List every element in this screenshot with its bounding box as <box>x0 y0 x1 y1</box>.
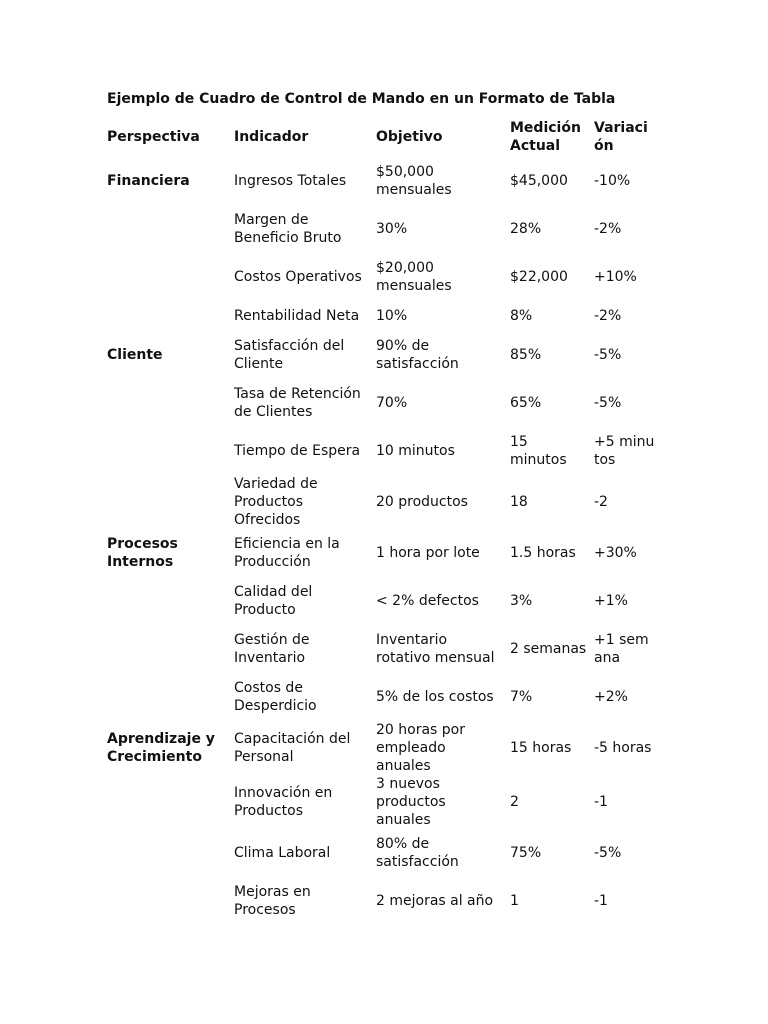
header-medicion-actual: Medición Actual <box>510 120 581 154</box>
table-row <box>104 775 659 829</box>
cell-variacion: -5% <box>594 347 622 363</box>
cell-variacion: +10% <box>594 269 637 285</box>
cell-indicador: Ingresos Totales <box>234 173 347 189</box>
cell-perspectiva <box>104 577 231 625</box>
cell-objetivo: 2 mejoras al año <box>376 893 494 909</box>
table-row <box>104 673 659 721</box>
cell-medicion-actual: $45,000 <box>510 173 568 189</box>
table-row <box>104 625 659 673</box>
table-row <box>104 721 659 775</box>
cell-indicador: Tiempo de Espera <box>234 443 361 459</box>
cell-perspectiva: Procesos Internos <box>107 536 178 570</box>
cell-indicador: Rentabilidad Neta <box>234 308 360 324</box>
cell-medicion-actual: 7% <box>510 689 533 705</box>
table-header-row <box>104 117 659 157</box>
cell-objetivo: 5% de los costos <box>376 689 494 705</box>
cell-perspectiva <box>104 205 231 253</box>
cell-variacion: +30% <box>594 545 637 561</box>
cell-medicion-actual: 3% <box>510 593 533 609</box>
cell-perspectiva <box>104 829 231 877</box>
table-row <box>104 877 659 925</box>
page-title: Ejemplo de Cuadro de Control de Mando en un Formato de Tabla <box>107 91 616 107</box>
cell-medicion-actual: 8% <box>510 308 533 324</box>
header-variacion: Variación <box>594 120 648 154</box>
cell-medicion-actual: 15 minutos <box>510 434 567 468</box>
cell-indicador: Mejoras en Procesos <box>234 884 311 918</box>
cell-objetivo: 1 hora por lote <box>376 545 480 561</box>
table-row <box>104 331 659 379</box>
cell-medicion-actual: 65% <box>510 395 542 411</box>
cell-medicion-actual: 28% <box>510 221 542 237</box>
cell-indicador: Gestión de Inventario <box>234 632 310 666</box>
cell-objetivo: < 2% defectos <box>376 593 479 609</box>
cell-variacion: -2% <box>594 308 622 324</box>
cell-objetivo: 30% <box>376 221 408 237</box>
cell-variacion: -2% <box>594 221 622 237</box>
cell-medicion-actual: 18 <box>510 494 528 510</box>
header-objetivo: Objetivo <box>376 129 443 145</box>
cell-perspectiva <box>104 673 231 721</box>
cell-variacion: +1% <box>594 593 628 609</box>
cell-variacion: -2 <box>594 494 608 510</box>
cell-variacion: -1 <box>594 794 608 810</box>
cell-variacion: +1 semana <box>594 632 649 666</box>
table-row <box>104 475 659 529</box>
cell-medicion-actual: $22,000 <box>510 269 568 285</box>
table-row <box>104 157 659 205</box>
cell-perspectiva: Cliente <box>107 347 163 363</box>
cell-variacion: -1 <box>594 893 608 909</box>
cell-variacion: -5% <box>594 845 622 861</box>
table-row <box>104 829 659 877</box>
cell-medicion-actual: 85% <box>510 347 542 363</box>
cell-indicador: Clima Laboral <box>234 845 331 861</box>
cell-perspectiva <box>104 877 231 925</box>
cell-perspectiva <box>104 379 231 427</box>
header-perspectiva: Perspectiva <box>107 129 200 145</box>
cell-indicador: Variedad de Productos Ofrecidos <box>234 476 318 528</box>
scorecard-table <box>104 117 659 925</box>
cell-variacion: -10% <box>594 173 631 189</box>
cell-objetivo: 90% de satisfacción <box>376 338 459 372</box>
cell-objetivo: 10% <box>376 308 408 324</box>
cell-objetivo: 20 horas por empleado anuales <box>376 722 465 774</box>
cell-indicador: Calidad del Producto <box>234 584 313 618</box>
cell-perspectiva: Aprendizaje y Crecimiento <box>107 731 215 765</box>
cell-indicador: Eficiencia en la Producción <box>234 536 340 570</box>
cell-indicador: Satisfacción del Cliente <box>234 338 345 372</box>
cell-medicion-actual: 2 <box>510 794 519 810</box>
cell-objetivo: 80% de satisfacción <box>376 836 459 870</box>
cell-perspectiva <box>104 427 231 475</box>
cell-perspectiva <box>104 301 231 331</box>
cell-objetivo: 20 productos <box>376 494 468 510</box>
cell-variacion: -5% <box>594 395 622 411</box>
header-indicador: Indicador <box>234 129 309 145</box>
cell-indicador: Margen de Beneficio Bruto <box>234 212 342 246</box>
cell-objetivo: 10 minutos <box>376 443 455 459</box>
cell-medicion-actual: 75% <box>510 845 542 861</box>
cell-variacion: +5 minutos <box>594 434 655 468</box>
cell-medicion-actual: 1.5 horas <box>510 545 576 561</box>
cell-perspectiva <box>104 475 231 529</box>
cell-objetivo: $20,000 mensuales <box>376 260 452 294</box>
cell-medicion-actual: 15 horas <box>510 740 572 756</box>
table-row <box>104 529 659 577</box>
table-row <box>104 205 659 253</box>
cell-objetivo: 70% <box>376 395 408 411</box>
cell-medicion-actual: 1 <box>510 893 519 909</box>
cell-objetivo: 3 nuevos productos anuales <box>376 776 446 828</box>
cell-indicador: Costos Operativos <box>234 269 362 285</box>
cell-indicador: Costos de Desperdicio <box>234 680 317 714</box>
table-row <box>104 301 659 331</box>
cell-perspectiva: Financiera <box>107 173 190 189</box>
cell-variacion: -5 horas <box>594 740 652 756</box>
cell-indicador: Capacitación del Personal <box>234 731 351 765</box>
cell-medicion-actual: 2 semanas <box>510 641 587 657</box>
cell-objetivo: $50,000 mensuales <box>376 164 452 198</box>
table-row <box>104 427 659 475</box>
table-row <box>104 577 659 625</box>
cell-objetivo: Inventario rotativo mensual <box>376 632 495 666</box>
cell-perspectiva <box>104 253 231 301</box>
cell-variacion: +2% <box>594 689 628 705</box>
cell-perspectiva <box>104 775 231 829</box>
table-row <box>104 379 659 427</box>
cell-indicador: Tasa de Retención de Clientes <box>234 386 361 420</box>
table-row <box>104 253 659 301</box>
cell-perspectiva <box>104 625 231 673</box>
cell-indicador: Innovación en Productos <box>234 785 333 819</box>
